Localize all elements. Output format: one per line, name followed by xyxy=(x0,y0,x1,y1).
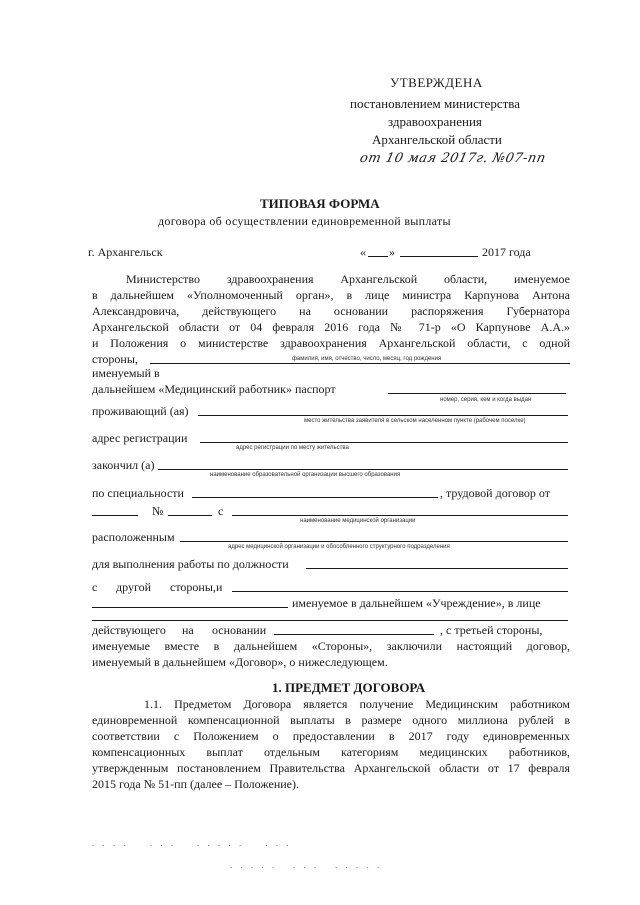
position-label: для выполнения работы по должности xyxy=(92,557,289,571)
closing-line-2: именуемые вместе в дальнейшем «Стороны», заключили настоящий договор, xyxy=(92,639,570,653)
closing-line-3: именуемый в дальнейшем «Договор», о нижеследующем. xyxy=(92,655,388,669)
representative-blank[interactable] xyxy=(92,620,568,621)
approval-title: УТВЕРЖДЕНА xyxy=(390,75,483,90)
intro-line-1: Министерство здравоохранения Архангельской области, именуемое xyxy=(126,272,570,286)
located-blank[interactable] xyxy=(180,541,568,542)
other-side-word-2: другой xyxy=(116,580,151,594)
closing-word-on: на xyxy=(182,623,194,637)
named-label: именуемый в xyxy=(92,366,160,380)
labor-contract-text: , трудовой договор от xyxy=(440,486,550,500)
section-1-line-4: компенсационных выплат отдельным категориям медицинских работников, xyxy=(92,745,570,759)
contract-date-blank[interactable] xyxy=(92,515,138,516)
residence-hint: место жительства заявителя в сельском населенном пункте (рабочем поселке) xyxy=(304,418,526,424)
graduated-label: закончил (а) xyxy=(92,458,155,472)
intro-line-6: стороны, xyxy=(92,352,138,366)
passport-label: дальнейшем «Медицинский работник» паспорт xyxy=(92,382,336,396)
number-sign: № xyxy=(152,504,164,518)
graduated-hint: наименование образовательной организации высшего образования xyxy=(210,472,401,478)
date-day-blank[interactable] xyxy=(368,256,388,257)
date-open-quote: « xyxy=(360,245,366,259)
contract-number-blank[interactable] xyxy=(168,515,212,516)
fio-blank[interactable] xyxy=(150,363,570,364)
passport-blank[interactable] xyxy=(388,393,566,394)
section-1-line-5: утвержденным постановлением Правительства Архангельской области от 17 февраля xyxy=(92,761,570,775)
other-side-word-1: с xyxy=(92,580,98,594)
with-text: с xyxy=(218,504,224,518)
city: г. Архангельск xyxy=(88,245,163,259)
date-close-quote: » xyxy=(389,245,395,259)
basis-blank[interactable] xyxy=(274,634,434,635)
institution-name-blank[interactable] xyxy=(232,591,568,592)
section-1-line-2: единовременной компенсационной выплаты в размере одного миллиона рублей в xyxy=(92,713,570,727)
closing-word-basis: основании xyxy=(212,623,267,637)
scan-artifact-dots-2: . . . . . . . . . . . . . xyxy=(230,860,383,870)
institution-name-blank-2[interactable] xyxy=(92,607,288,608)
approval-line-1: постановлением министерства xyxy=(350,96,521,111)
specialty-label: по специальности xyxy=(92,486,184,500)
scan-artifact-dots: . . . . . . . . . . . . . . . xyxy=(92,838,292,848)
date-year: 2017 года xyxy=(482,245,531,259)
section-1-line-6: 2015 года № 51-пп (далее – Положение). xyxy=(92,777,299,791)
organization-hint: наименование медицинской организации xyxy=(300,518,416,524)
graduated-blank[interactable] xyxy=(158,469,568,470)
form-title: ТИПОВАЯ ФОРМА xyxy=(260,196,380,211)
residence-blank[interactable] xyxy=(198,415,568,416)
institution-text: именуемое в дальнейшем «Учреждение», в лице xyxy=(292,596,541,610)
fio-hint: фамилия, имя, отчество, число, месяц, год рождения xyxy=(292,356,442,362)
section-1-line-1: 1.1. Предметом Договора является получение Медицинским работником xyxy=(144,697,570,711)
handwritten-approval-date: от 10 мая 2017г. №07-пп xyxy=(358,151,548,166)
position-blank[interactable] xyxy=(306,568,568,569)
residence-label: проживающий (ая) xyxy=(92,404,189,418)
organization-blank[interactable] xyxy=(232,515,568,516)
closing-third-side: , с третьей стороны, xyxy=(440,623,543,637)
section-1-line-3: соответствии с Положением о предоставлении в 2017 году единовременных xyxy=(92,729,570,743)
registration-hint: адрес регистрации по месту жительства xyxy=(236,445,349,451)
located-hint: адрес медицинской организации и обособленного структурного подразделения xyxy=(228,544,450,550)
other-side-word-4: и xyxy=(216,580,223,594)
registration-label: адрес регистрации xyxy=(92,431,188,445)
intro-line-2: в дальнейшем «Уполномоченный орган», в лице министра Карпунова Антона xyxy=(92,288,570,302)
approval-line-2: здравоохранения xyxy=(388,114,482,129)
form-subtitle: договора об осуществлении единовременной выплаты xyxy=(158,214,451,228)
other-side-word-3: стороны, xyxy=(170,580,216,594)
registration-blank[interactable] xyxy=(200,442,568,443)
specialty-blank[interactable] xyxy=(192,497,438,498)
intro-line-5: и Положения о министерстве здравоохранения Архангельской области, с одной xyxy=(92,336,570,350)
located-label: расположенным xyxy=(92,530,175,544)
intro-line-3: Александровича, действующего на основании распоряжения Губернатора xyxy=(92,304,570,318)
section-1-title: 1. ПРЕДМЕТ ДОГОВОРА xyxy=(272,680,426,695)
approval-line-3: Архангельской области xyxy=(372,132,502,147)
intro-line-4: Архангельской области от 04 февраля 2016 года № 71-р «О Карпунове А.А.» xyxy=(92,320,570,334)
closing-word-acting: действующего xyxy=(92,623,166,637)
passport-hint: номер, серия, кем и когда выдан xyxy=(440,397,532,403)
date-month-blank[interactable] xyxy=(400,256,478,257)
